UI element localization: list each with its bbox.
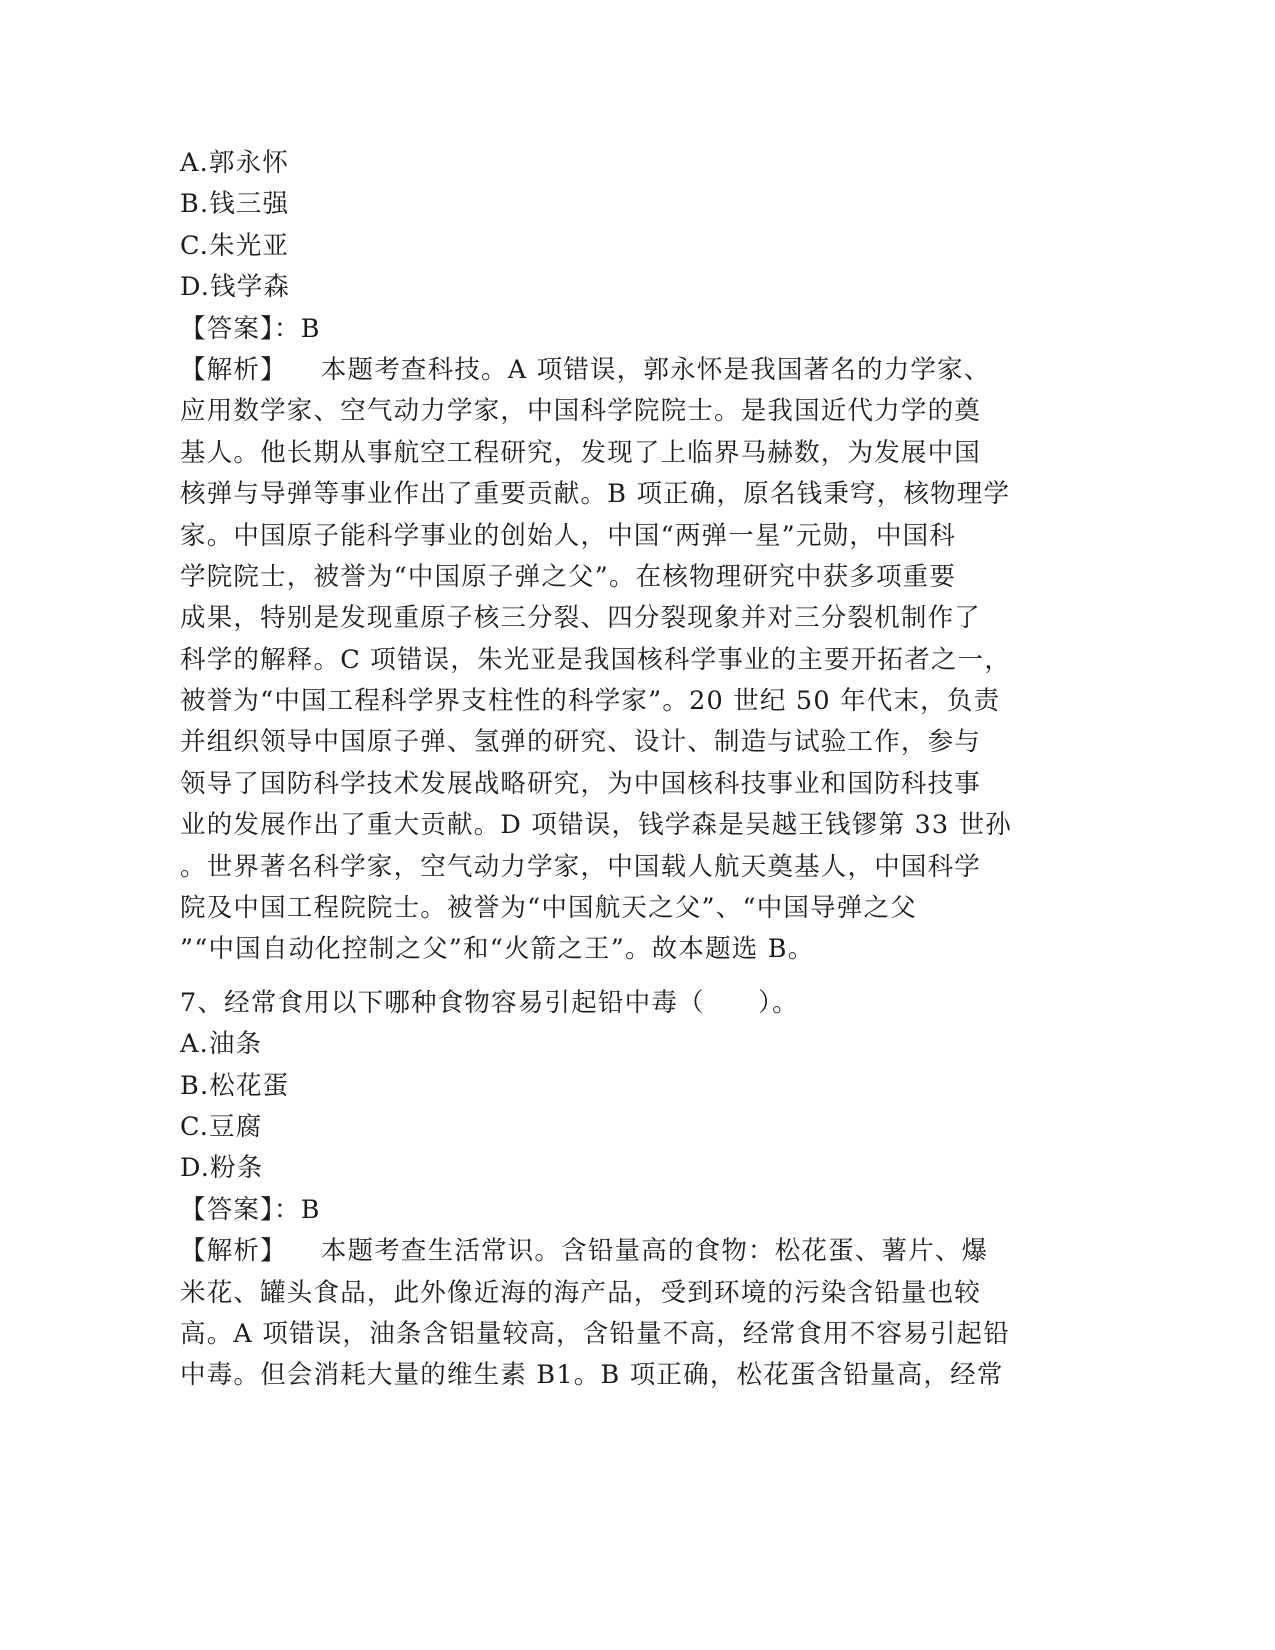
option-c: C.豆腐 <box>180 1111 263 1142</box>
analysis-line: 中毒。但会消耗大量的维生素 B1。B 项正确，松花蛋含铅量高，经常 <box>180 1360 1004 1391</box>
analysis-line: 应用数学家、空气动力学家，中国科学院院士。是我国近代力学的奠 <box>180 396 982 427</box>
option-c: C.朱光亚 <box>180 230 290 261</box>
option-b: B.松花蛋 <box>180 1070 290 1101</box>
analysis-text: 本题考查科技。A 项错误，郭永怀是我国著名的力学家、 <box>320 354 991 385</box>
analysis-line: 业的发展作出了重大贡献。D 项错误，钱学森是吴越王钱镠第 33 世孙 <box>180 810 1013 841</box>
option-a: A.郭永怀 <box>180 148 290 178</box>
document-page <box>180 143 1080 1397</box>
analysis-label: 【解析】 <box>180 354 287 385</box>
analysis-line: 被誉为“中国工程科学界支柱性的科学家”。20 世纪 50 年代末，负责 <box>180 686 1001 717</box>
analysis-line: 成果，特别是发现重原子核三分裂、四分裂现象并对三分裂机制作了 <box>180 603 982 634</box>
analysis-line: 领导了国防科学技术发展战略研究，为中国核科技事业和国防科技事 <box>180 768 982 799</box>
answer-value: B <box>300 1194 321 1225</box>
option-d: D.粉条 <box>180 1153 264 1184</box>
analysis-first-line <box>180 1231 1080 1272</box>
analysis-text: 本题考查生活常识。含铅量高的食物：松花蛋、薯片、爆 <box>320 1236 989 1267</box>
answer-line <box>180 309 1080 350</box>
question-6-block <box>180 143 1080 971</box>
answer-label: 【答案】： <box>180 1194 301 1225</box>
question-7-stem: 7、经常食用以下哪种食物容易引起铅中毒（ ）。 <box>180 987 799 1018</box>
answer-value: B <box>300 313 321 344</box>
analysis-line: 家。中国原子能科学事业的创始人，中国“两弹一星”元勋，中国科 <box>180 520 957 551</box>
analysis-line: 高。A 项错误，油条含铝量较高，含铅量不高，经常食用不容易引起铅 <box>180 1318 1010 1349</box>
analysis-first-line <box>180 350 1080 391</box>
analysis-line: 院及中国工程院院士。被誉为“中国航天之父”、“中国导弹之父 <box>180 893 917 924</box>
option-d: D.钱学森 <box>180 272 291 303</box>
analysis-line: 并组织领导中国原子弹、氢弹的研究、设计、制造与试验工作，参与 <box>180 727 982 758</box>
analysis-label: 【解析】 <box>180 1236 287 1267</box>
analysis-line: 学院院士，被誉为“中国原子弹之父”。在核物理研究中获多项重要 <box>180 561 957 592</box>
question-7-block <box>180 983 1080 1397</box>
analysis-line: 核弹与导弹等事业作出了重要贡献。B 项正确，原名钱秉穹，核物理学 <box>180 479 1011 510</box>
answer-label: 【答案】： <box>180 313 301 344</box>
analysis-line: ”“中国自动化控制之父”和“火箭之王”。故本题选 B。 <box>180 934 815 965</box>
option-b: B.钱三强 <box>180 189 290 220</box>
answer-line <box>180 1190 1080 1231</box>
analysis-line: 米花、罐头食品，此外像近海的海产品，受到环境的污染含铅量也较 <box>180 1277 982 1308</box>
analysis-line: 基人。他长期从事航空工程研究，发现了上临界马赫数，为发展中国 <box>180 437 982 468</box>
analysis-line: 。世界著名科学家，空气动力学家，中国载人航天奠基人，中国科学 <box>180 851 982 882</box>
option-a: A.油条 <box>180 1029 263 1060</box>
analysis-line: 科学的解释。C 项错误，朱光亚是我国核科学事业的主要开拓者之一， <box>180 644 1012 675</box>
